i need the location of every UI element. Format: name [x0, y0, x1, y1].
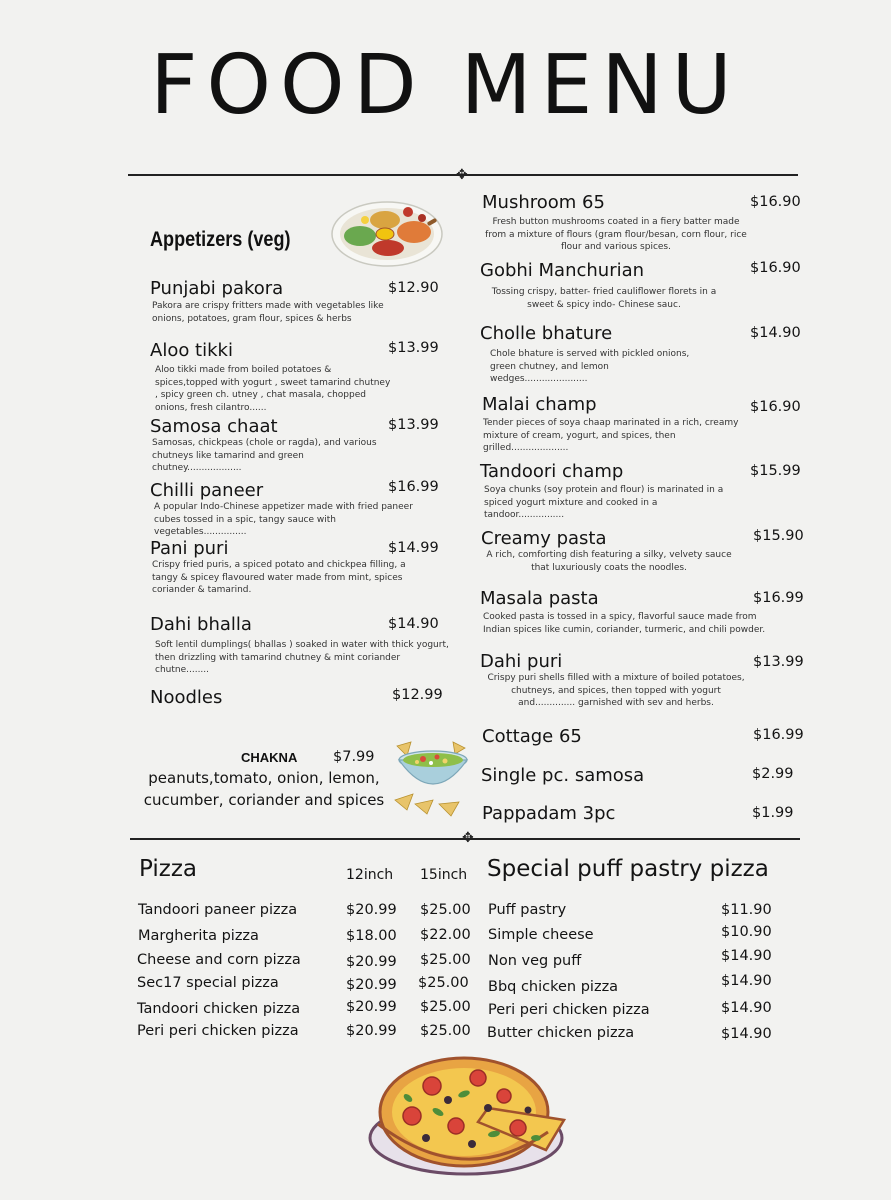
puff-row-name: Butter chicken pizza — [487, 1025, 635, 1041]
chakna-description: peanuts,tomato, onion, lemon, cucumber, coriander and spices — [143, 769, 385, 809]
item-description: Soya chunks (soy protein and flour) is marinated in a spiced yogurt mixture and cooked in a tandoor................ — [484, 485, 724, 520]
pizza-col-15inch: 15inch — [420, 867, 468, 883]
pizza-row-12inch: $20.99 — [346, 1023, 397, 1039]
item-price: $14.99 — [388, 540, 439, 556]
appetizer-platter-icon — [330, 190, 445, 270]
puff-row-price: $14.90 — [721, 1000, 772, 1016]
puff-row-price: $14.90 — [721, 948, 772, 964]
appetizers-heading: Appetizers (veg) — [150, 228, 291, 251]
list-item — [150, 340, 450, 414]
puff-row-name: Peri peri chicken pizza — [488, 1002, 650, 1018]
list-item — [482, 726, 802, 747]
menu-title: FOOD MENU — [150, 38, 741, 133]
item-name: Dahi bhalla — [150, 614, 252, 635]
pizza-row-name: Margherita pizza — [138, 928, 259, 944]
item-name: Pani puri — [150, 538, 229, 559]
pizza-row-name: Peri peri chicken pizza — [137, 1023, 299, 1039]
list-item — [150, 416, 450, 475]
item-description: Tender pieces of soya chaap marinated in a rich, creamy mixture of cream, yogurt, and spices, then grilled.................... — [483, 418, 739, 453]
chakna-title: CHAKNA — [241, 750, 298, 765]
pizza-row-name: Sec17 special pizza — [137, 975, 279, 991]
puff-row-name: Bbq chicken pizza — [488, 979, 619, 995]
pizza-row-name: Tandoori chicken pizza — [137, 1001, 301, 1017]
item-description: Chole bhature is served with pickled onions, green chutney, and lemon wedges...................... — [490, 349, 690, 384]
pizza-row-15inch: $25.00 — [420, 999, 471, 1015]
item-price: $15.90 — [753, 528, 804, 544]
pizza-col-12inch: 12inch — [346, 867, 394, 883]
list-item — [150, 614, 460, 677]
pizza-row-15inch: $25.00 — [420, 952, 471, 968]
item-description: Aloo tikki made from boiled potatoes & spices,topped with yogurt , sweet tamarind chutney , spicy green ch. utney , chat masala, chopped onions, fresh cilantro...... — [155, 365, 391, 413]
item-price: $15.99 — [750, 463, 801, 479]
list-item — [482, 192, 802, 254]
item-description: A rich, comforting dish featuring a silky, velvety sauce that luxuriously coats the noodles. — [486, 550, 732, 573]
list-item — [482, 803, 802, 824]
list-item — [480, 323, 800, 386]
item-name: Tandoori champ — [480, 461, 624, 482]
item-price: $16.99 — [753, 727, 804, 743]
puff-row-name: Non veg puff — [488, 953, 582, 969]
item-price: $16.90 — [750, 194, 801, 210]
item-name: Mushroom 65 — [482, 192, 605, 213]
list-item — [150, 480, 450, 539]
diamond-ornament-icon: ✥ — [462, 830, 474, 846]
item-name: Cottage 65 — [482, 726, 582, 747]
pizza-row-12inch: $20.99 — [346, 999, 397, 1015]
item-price: $12.90 — [388, 280, 439, 296]
pizza-row-12inch: $20.99 — [346, 977, 397, 993]
pizza-heading: Pizza — [139, 856, 197, 882]
item-name: Chilli paneer — [150, 480, 264, 501]
item-name: Malai champ — [482, 394, 597, 415]
item-description: Soft lentil dumplings( bhallas ) soaked in water with thick yogurt, then drizzling with tamarind chutney & mint coriander chutne........ — [155, 640, 449, 675]
chakna-price: $7.99 — [333, 749, 375, 765]
list-item — [480, 588, 804, 636]
item-name: Pappadam 3pc — [482, 803, 616, 824]
item-price: $14.90 — [388, 616, 439, 632]
pizza-row-name: Tandoori paneer pizza — [138, 902, 298, 918]
pizza-row-15inch: $25.00 — [420, 1023, 471, 1039]
item-name: Punjabi pakora — [150, 278, 284, 299]
pizza-row-name: Cheese and corn pizza — [137, 952, 301, 968]
item-name: Masala pasta — [480, 588, 599, 609]
item-price: $16.90 — [750, 399, 801, 415]
item-description: A popular Indo-Chinese appetizer made with fried paneer cubes tossed in a spic, tangy sauce with vegetables............... — [154, 502, 413, 537]
item-description: Samosas, chickpeas (chole or ragda), and various chutneys like tamarind and green chutney................... — [152, 438, 377, 473]
list-item — [150, 687, 450, 708]
item-description: Cooked pasta is tossed in a spicy, flavorful sauce made from Indian spices like cumin, coriander, turmeric, and chili powder. — [483, 612, 766, 635]
pizza-row-15inch: $22.00 — [420, 927, 471, 943]
puff-row-name: Puff pastry — [488, 902, 567, 918]
list-item — [480, 461, 800, 522]
list-item — [150, 278, 450, 325]
puff-row-price: $14.90 — [721, 973, 772, 989]
pizza-row-15inch: $25.00 — [418, 975, 469, 991]
item-price: $13.99 — [388, 417, 439, 433]
pizza-row-15inch: $25.00 — [420, 902, 471, 918]
puff-row-price: $10.90 — [721, 924, 772, 940]
item-price: $16.90 — [750, 260, 801, 276]
item-description: Crispy puri shells filled with a mixture of boiled potatoes, chutneys, and spices, then topped with yogurt and.............. garnished with sev and herbs. — [487, 673, 745, 708]
item-name: Aloo tikki — [150, 340, 233, 361]
list-item — [481, 765, 801, 786]
chakna-bowl-icon — [393, 738, 473, 818]
item-name: Cholle bhature — [480, 323, 613, 344]
item-name: Single pc. samosa — [481, 765, 645, 786]
puff-row-name: Simple cheese — [488, 927, 594, 943]
item-price: $16.99 — [388, 479, 439, 495]
puff-pastry-heading: Special puff pastry pizza — [487, 856, 769, 882]
list-item — [482, 394, 802, 455]
puff-row-price: $11.90 — [721, 902, 772, 918]
list-item — [481, 528, 804, 574]
item-price: $13.99 — [388, 340, 439, 356]
puff-row-price: $14.90 — [721, 1026, 772, 1042]
item-description: Crispy fried puris, a spiced potato and chickpea filling, a tangy & spicey flavoured water made from mint, spices coriander & tamarind. — [152, 560, 406, 595]
list-item — [480, 260, 800, 311]
item-description: Pakora are crispy fritters made with vegetables like onions, potatoes, gram flour, spices & herbs — [152, 301, 384, 324]
item-price: $2.99 — [752, 766, 794, 782]
item-price: $1.99 — [752, 805, 794, 821]
item-price: $12.99 — [392, 687, 443, 703]
item-description: Tossing crispy, batter- fried cauliflower florets in a sweet & spicy indo- Chinese sauc. — [491, 287, 717, 310]
item-description: Fresh button mushrooms coated in a fiery batter made from a mixture of flours (gram flour/besan, corn flour, rice flour and various spices. — [485, 217, 747, 252]
list-item — [150, 538, 450, 597]
item-price: $13.99 — [753, 654, 804, 670]
list-item — [480, 651, 804, 710]
item-name: Gobhi Manchurian — [480, 260, 645, 281]
item-name: Creamy pasta — [481, 528, 607, 549]
item-name: Dahi puri — [480, 651, 563, 672]
pizza-row-12inch: $18.00 — [346, 928, 397, 944]
item-name: Samosa chaat — [150, 416, 278, 437]
item-price: $16.99 — [753, 590, 804, 606]
pizza-row-12inch: $20.99 — [346, 954, 397, 970]
item-price: $14.90 — [750, 325, 801, 341]
pizza-icon — [368, 1050, 566, 1178]
diamond-ornament-icon: ✥ — [456, 167, 468, 183]
item-name: Noodles — [150, 687, 223, 708]
pizza-row-12inch: $20.99 — [346, 902, 397, 918]
